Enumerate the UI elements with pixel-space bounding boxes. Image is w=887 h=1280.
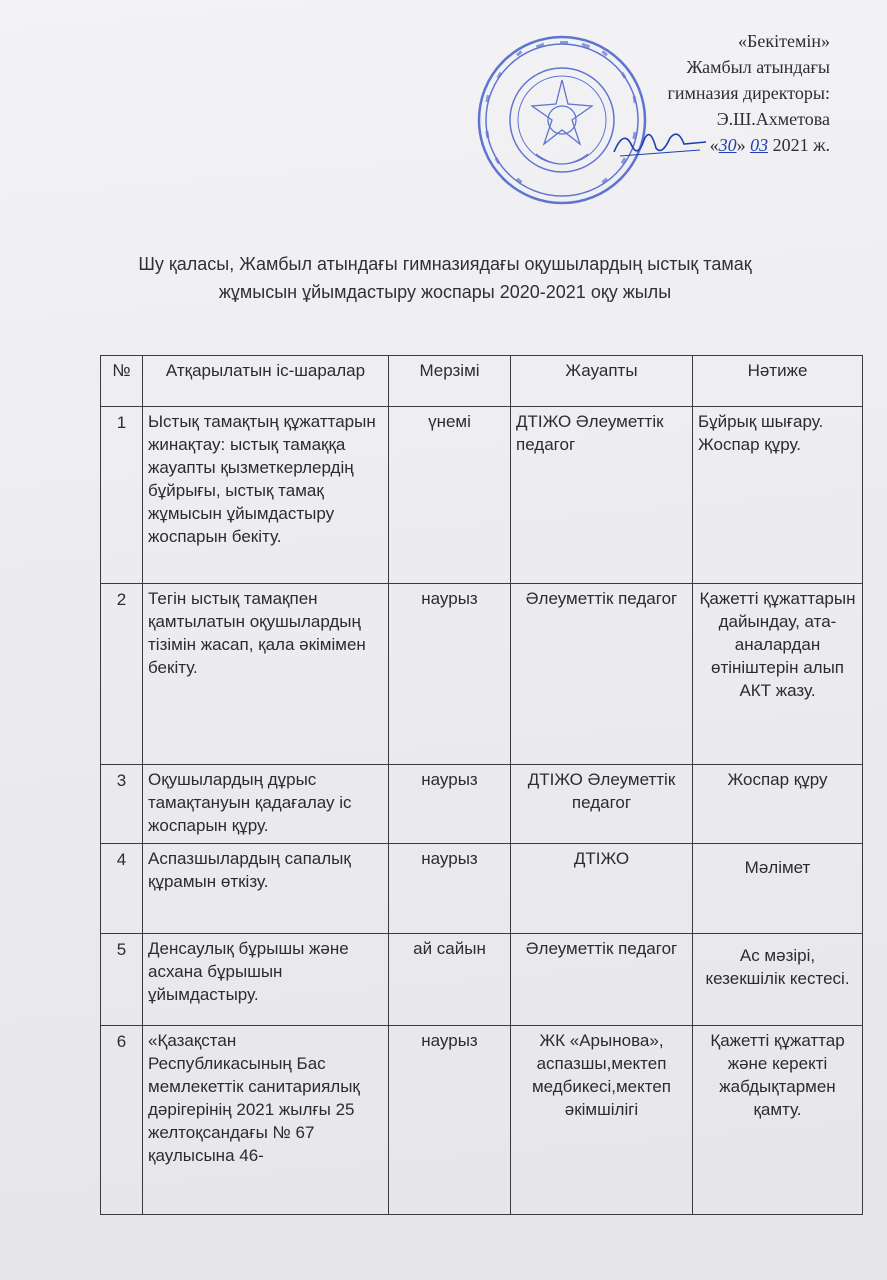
row-term: наурыз [389,1026,511,1215]
row-term: наурыз [389,584,511,765]
row-result: Жоспар құру [693,765,863,844]
date-open-quote: « [709,135,719,155]
row-result: Мәлімет [693,844,863,934]
table-row [101,934,863,1026]
table-row [101,765,863,844]
date-day: 30 [718,135,737,155]
row-number: 1 [101,407,143,584]
date-year: 2021 ж. [772,135,830,155]
header-responsible: Жауапты [511,356,693,407]
row-event: Оқушылардың дұрыс тамақтануын қадағалау іс жоспарын құру. [143,765,389,844]
header-number: № [101,356,143,407]
row-responsible: ДТІЖО Әлеуметтік педагог [511,765,693,844]
approval-position: гимназия директоры: [667,83,830,103]
row-result: Қажетті құжаттарын дайындау, ата-аналардан өтініштерін алып АКТ жазу. [693,584,863,765]
header-result: Нәтиже [693,356,863,407]
row-result: Қажетті құжаттар және керекті жабдықтармен қамту. [693,1026,863,1215]
header-term: Мерзімі [389,356,511,407]
row-term: наурыз [389,765,511,844]
row-responsible: ЖК «Арынова», аспазшы,мектеп медбикесі,мектеп әкімшілігі [511,1026,693,1215]
row-responsible: Әлеуметтік педагог [511,584,693,765]
row-event: Денсаулық бұрышы және асхана бұрышын ұйымдастыру. [143,934,389,1026]
row-number: 6 [101,1026,143,1215]
approval-school: Жамбыл атындағы [686,57,830,77]
row-number: 5 [101,934,143,1026]
row-event: «Қазақстан Республикасының Бас мемлекеттік санитариялық дәрігерінің 2021 жылғы 25 желтоқсандағы № 67 қаулысына 46- [143,1026,389,1215]
date-close-quote: » [736,135,746,155]
title-line-2: жұмысын ұйымдастыру жоспары 2020-2021 оқу жылы [218,282,672,302]
table-row [101,584,863,765]
row-responsible: Әлеуметтік педагог [511,934,693,1026]
row-event: Ыстық тамақтың құжаттарын жинақтау: ыстық тамаққа жауапты қызметкерлердің бұйрығы, ыстық тамақ жұмысын ұйымдастыру жоспарын бекіту. [143,407,389,584]
row-number: 3 [101,765,143,844]
table-row [101,1026,863,1215]
approval-director-name: Э.Ш.Ахметова [716,109,830,129]
approval-block [560,28,830,158]
table-row [101,844,863,934]
row-result: Ас мәзірі, кезекшілік кестесі. [693,934,863,1026]
table-header-row [101,356,863,407]
row-responsible: ДТІЖО [511,844,693,934]
row-event: Аспазшылардың сапалық құрамын өткізу. [143,844,389,934]
approval-heading: «Бекітемін» [738,31,830,51]
row-responsible: ДТІЖО Әлеуметтік педагог [511,407,693,584]
row-number: 2 [101,584,143,765]
row-term: үнемі [389,407,511,584]
header-event: Атқарылатын іс-шаралар [143,356,389,407]
date-month: 03 [750,135,769,155]
table-row [101,407,863,584]
plan-table [100,355,863,1215]
row-result: Бұйрық шығару. Жоспар құру. [693,407,863,584]
document-title [80,250,810,306]
row-term: наурыз [389,844,511,934]
row-number: 4 [101,844,143,934]
row-event: Тегін ыстық тамақпен қамтылатын оқушылардың тізімін жасап, қала әкімімен бекіту. [143,584,389,765]
row-term: ай сайын [389,934,511,1026]
title-line-1: Шу қаласы, Жамбыл атындағы гимназиядағы оқушылардың ыстық тамақ [138,254,752,274]
approval-date [560,132,830,158]
